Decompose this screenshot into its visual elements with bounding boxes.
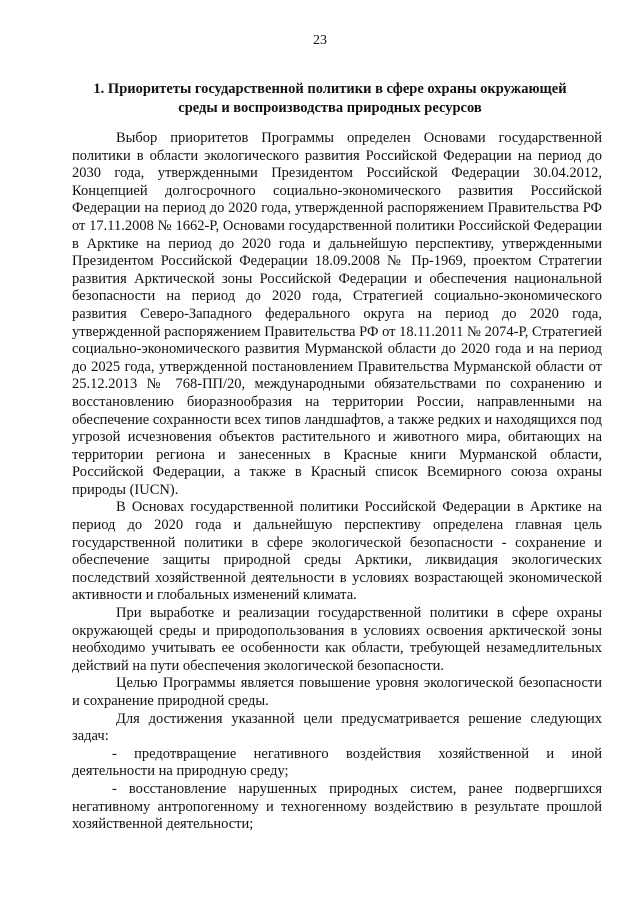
list-item: - предотвращение негативного воздействия хозяйственной и иной деятельности на природную среду; [72, 745, 602, 780]
body-text [72, 130, 602, 834]
paragraph-priorities: Выбор приоритетов Программы определен Основами государственной политики в области экологического развития Российской Федерации на период до 2030 года, утвержденными Президентом Российской Федерации 30.04.2012, Концепцией долгосрочного социально-экономического развития Российской Федерации на период до 2020 года, утвержденной распоряжением Правительства РФ от 17.11.2008 № 1662-Р, Основами государственной политики Российской Федерации в Арктике на период до 2020 года и дальнейшую перспективу, утвержденными Президентом Российской Федерации 18.09.2008 № Пр-1969, проектом Стратегии развития Арктической зоны Российской Федерации и обеспечения национальной безопасности на период до 2020 года, Стратегией социально-экономического развития Северо-Западного федерального округа на период до 2020 года, утвержденной распоряжением Правительства РФ от 18.11.2011 № 2074-Р, Стратегией социально-экономического развития Мурманской области до 2020 года и на период до 2025 года, утвержденной постановлением Правительства Мурманской области от 25.12.2013 № 768-ПП/20, международными обязательствами по сохранению и восстановлению биоразнообразия на территории России, направленными на обеспечение сохранности всех типов ландшафтов, а также редких и находящихся под угрозой исчезновения объектов растительного и животного мира, обитающих на территории региона и занесенных в Красные книги Мурманской области, Российской Федерации, а также в Красный список Всемирного союза охраны природы (IUCN). [72, 130, 602, 498]
section-title [60, 80, 600, 118]
section-title-line-2: среды и воспроизводства природных ресурсов [178, 100, 482, 116]
section-title-line-1: 1. Приоритеты государственной политики в сфере охраны окружающей [93, 81, 567, 97]
paragraph-program-goal: Целью Программы является повышение уровня экологической безопасности и сохранение природной среды. [72, 675, 602, 709]
paragraph-arctic-zone: При выработке и реализации государственной политики в сфере охраны окружающей среды и природопользования в условиях освоения арктической зоны необходимо учитывать ее особенности как области, требующей незамедлительных действий на пути обеспечения экологической безопасности. [72, 605, 602, 674]
list-item: - восстановление нарушенных природных систем, ранее подвергшихся негативному антропогенному и техногенному воздействию в результате прошлой хозяйственной деятельности; [72, 780, 602, 833]
page-number: 23 [313, 33, 327, 48]
paragraph-arctic-policy: В Основах государственной политики Российской Федерации в Арктике на период до 2020 года и дальнейшую перспективу определена главная цель государственной политики в сфере экологической безопасности - сохранение и обеспечение защиты природной среды Арктики, ликвидация экологических последствий хозяйственной деятельности в условиях возрастающей экономической активности и глобальных изменений климата. [72, 499, 602, 604]
paragraph-tasks-intro: Для достижения указанной цели предусматривается решение следующих задач: [72, 710, 602, 745]
